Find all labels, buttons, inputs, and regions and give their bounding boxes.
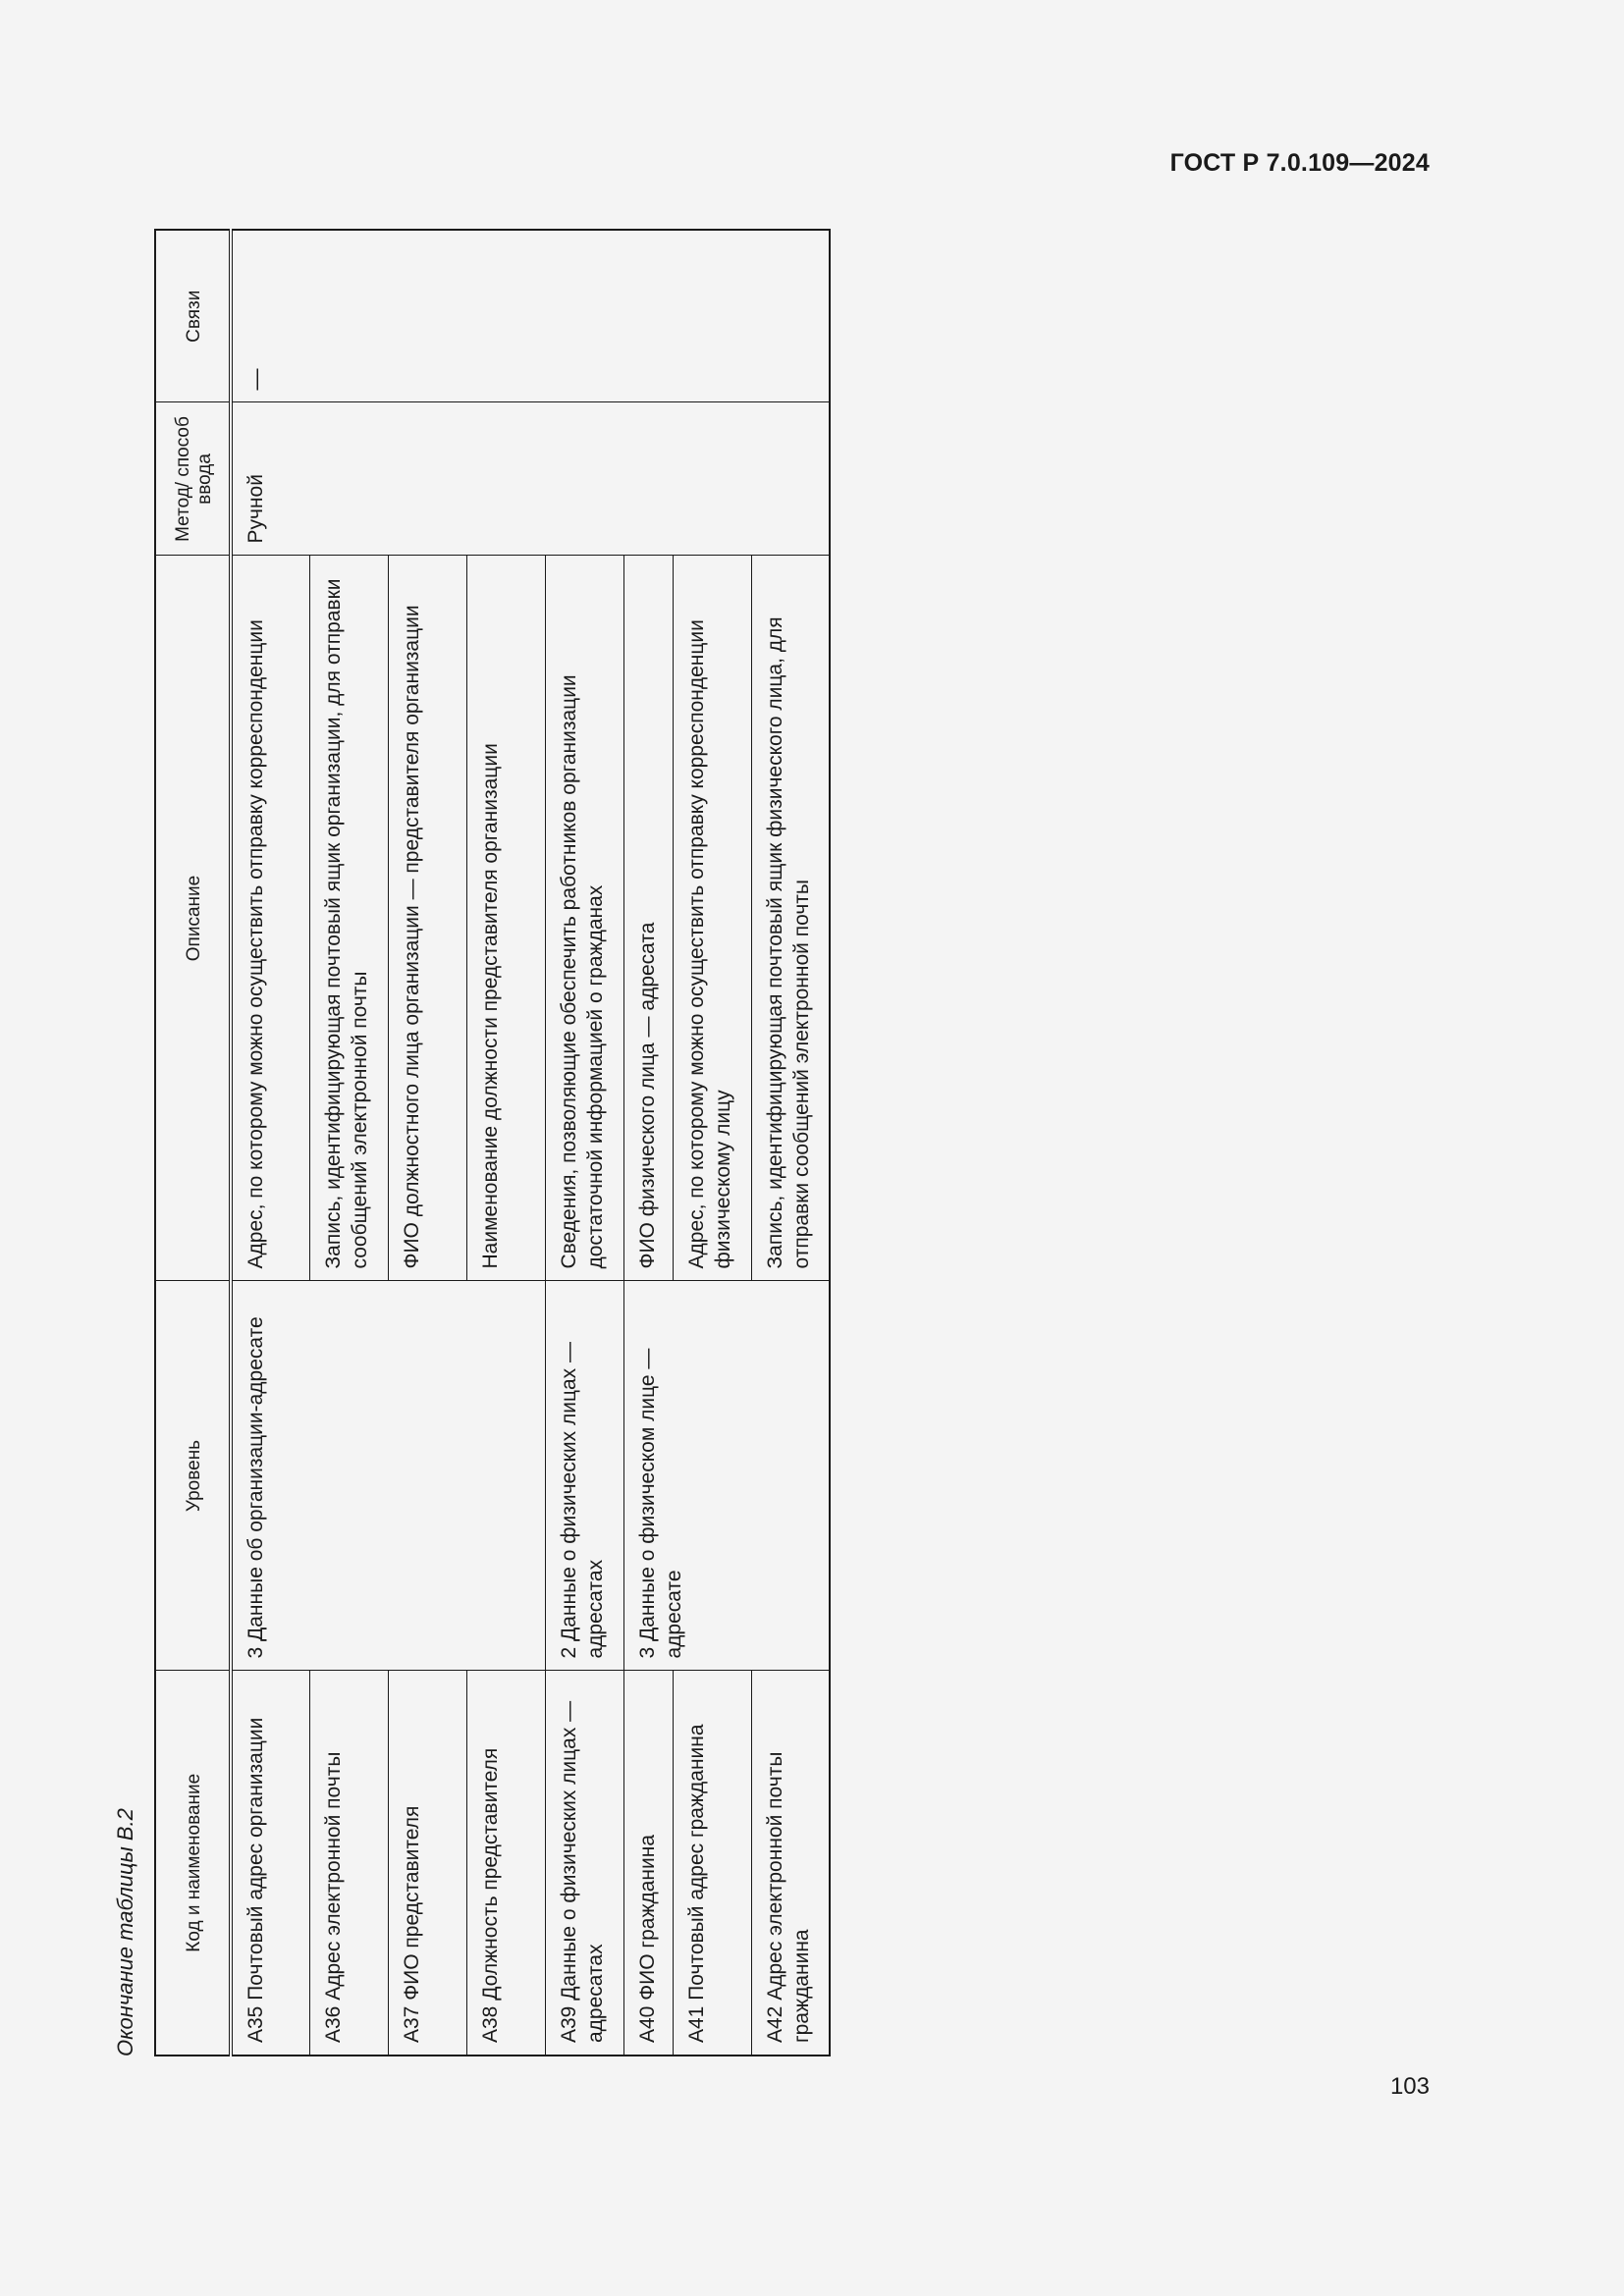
cell-description: Запись, идентифицирующая почтовый ящик физического лица, для отправки сообщений электронной почты (751, 556, 830, 1281)
cell-level: 2 Данные о физических лицах — адресатах (545, 1281, 623, 1671)
cell-code: А40 ФИО гражданина (623, 1671, 673, 2056)
header-description: Описание (155, 556, 231, 1281)
cell-description: Сведения, позволяющие обеспечить работников организации достаточной информацией о гражданах (545, 556, 623, 1281)
header-method: Метод/ способ ввода (155, 402, 231, 556)
cell-description: Адрес, по которому можно осуществить отправку корреспонденции (231, 556, 309, 1281)
cell-description: Запись, идентифицирующая почтовый ящик организации, для отправки сообщений электронной почты (309, 556, 388, 1281)
cell-method: Ручной (231, 402, 830, 556)
table-caption: Окончание таблицы В.2 (113, 1808, 137, 2056)
cell-code: А37 ФИО представителя (388, 1671, 466, 2056)
header-level: Уровень (155, 1281, 231, 1671)
cell-level: 3 Данные об организации-адресате (231, 1281, 545, 1671)
table-row (231, 230, 309, 2056)
header-code: Код и наименование (155, 1671, 231, 2056)
cell-code: А39 Данные о физических лицах — адресатах (545, 1671, 623, 2056)
cell-description: Адрес, по которому можно осуществить отправку корреспонденции физическому лицу (673, 556, 751, 1281)
cell-code: А42 Адрес электронной почты гражданина (751, 1671, 830, 2056)
cell-code: А38 Должность представителя (466, 1671, 545, 2056)
document-code: ГОСТ Р 7.0.109—2024 (1169, 149, 1430, 177)
cell-code: А35 Почтовый адрес организации (231, 1671, 309, 2056)
header-links: Связи (155, 230, 231, 402)
cell-code: А41 Почтовый адрес гражданина (673, 1671, 751, 2056)
cell-description: Наименование должности представителя организации (466, 556, 545, 1281)
data-table (154, 229, 831, 2056)
page-number: 103 (1389, 2073, 1430, 2100)
table-header-row (155, 230, 231, 2056)
cell-description: ФИО должностного лица организации — представителя организации (388, 556, 466, 1281)
rotated-table-block (113, 231, 828, 2056)
cell-links (231, 230, 830, 402)
cell-description: ФИО физического лица — адресата (623, 556, 673, 1281)
cell-level: 3 Данные о физическом лице — адресате (623, 1281, 830, 1671)
cell-code: А36 Адрес электронной почты (309, 1671, 388, 2056)
links-dash: — (244, 368, 268, 391)
